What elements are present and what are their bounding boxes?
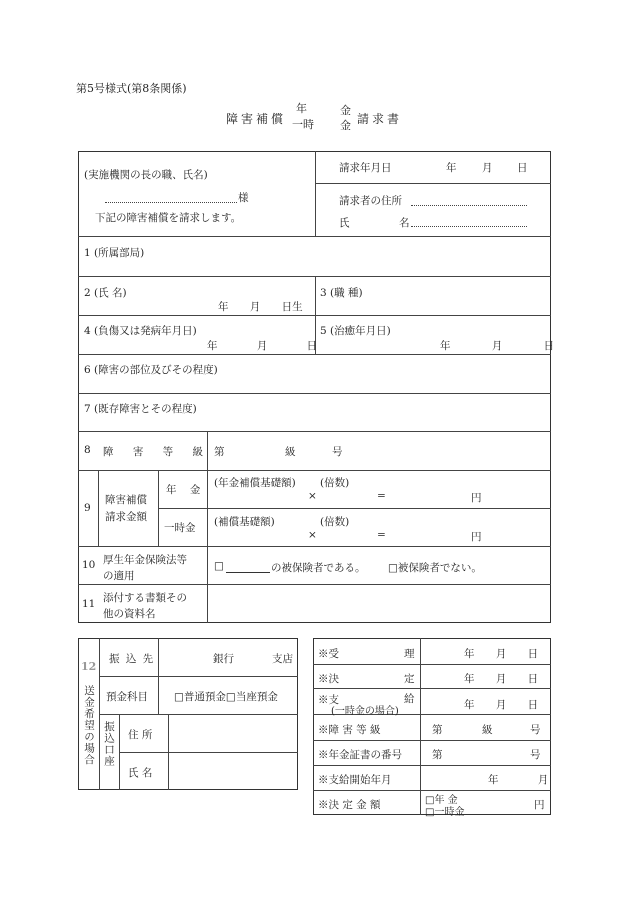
request-month: 月	[482, 162, 493, 174]
bank-label: 銀行	[213, 653, 234, 665]
row10-check-2[interactable]: □被保険者でない。	[388, 562, 482, 574]
row10-text-1: の被保険者である。	[271, 562, 366, 574]
name-label-1: 氏	[339, 217, 350, 229]
title-kin-2: 金	[340, 119, 351, 132]
office-grade-a: 第	[432, 724, 443, 736]
office-amount-yen: 円	[534, 799, 545, 811]
row11-label-1: 添付する書類その	[103, 592, 187, 604]
title-main: 障害補償	[226, 112, 287, 126]
office-cert-label: ※年金証書の番号	[318, 749, 402, 761]
row9a-times: ×	[308, 490, 317, 502]
office-juri-a: ※受	[318, 648, 339, 660]
row9-label-1: 障害補償	[105, 494, 147, 506]
office-grade-b: 級	[482, 724, 493, 736]
address-line[interactable]	[411, 197, 527, 209]
office-start-value: 年 月	[488, 774, 549, 786]
row6-label: 6 (障害の部位及びその程度)	[84, 364, 218, 376]
office-juri-b: 理	[404, 648, 415, 660]
row9-label-2: 請求金額	[105, 511, 147, 523]
office-shikyu-sub: (一時金の場合)	[331, 706, 399, 717]
row11-label-2: 他の資料名	[103, 608, 156, 620]
office-amount-opt1[interactable]: □年 金	[425, 795, 458, 806]
row2-birth: 年 月 日生	[218, 301, 303, 313]
row10-blank-line[interactable]	[226, 560, 270, 576]
row9-nen-label: 年 金	[166, 484, 201, 496]
address-label: 請求者の住所	[339, 195, 402, 207]
row9b-equals: =	[377, 529, 386, 541]
koza-address-label: 住 所	[128, 729, 153, 741]
furikomi-saki-label: 振 込 先	[109, 653, 154, 665]
row8-value-a: 第	[214, 446, 225, 458]
row8-value-b: 級	[285, 446, 296, 458]
row9a-base: (年金補償基礎額)	[214, 477, 296, 489]
request-year: 年	[446, 162, 457, 174]
koza-name-label: 氏 名	[128, 767, 153, 779]
office-juri-date: 年 月 日	[464, 648, 539, 660]
office-grade-c: 号	[530, 724, 541, 736]
row9a-mult: (倍数)	[320, 477, 350, 489]
row9-ichiji-label: 一時金	[164, 522, 196, 534]
row9b-yen: 円	[471, 531, 482, 543]
row3-label: 3 (職 種)	[320, 287, 363, 299]
yokin-label: 預金科目	[106, 691, 148, 703]
row7-label: 7 (既存障害とその程度)	[84, 403, 197, 415]
row4-label: 4 (負傷又は発病年月日)	[84, 325, 197, 337]
row10-check-1[interactable]: □	[214, 560, 224, 572]
row8-no: 8	[84, 444, 91, 456]
row2-label: 2 (氏 名)	[84, 287, 127, 299]
branch-label: 支店	[272, 653, 293, 665]
office-cert-a: 第	[432, 749, 443, 761]
row10-no: 10	[82, 559, 96, 571]
title-nen: 年	[296, 102, 307, 115]
name-line[interactable]	[411, 218, 527, 230]
office-start-label: ※支給開始年月	[318, 774, 392, 786]
bank-no: 12	[81, 660, 97, 673]
office-kettei-date: 年 月 日	[464, 673, 539, 685]
row11-no: 11	[82, 598, 96, 610]
office-shikyu-b: 給	[404, 693, 415, 705]
name-label-2: 名	[399, 217, 410, 229]
sama-label: 様	[238, 192, 249, 204]
request-text: 下記の障害補償を請求します。	[95, 212, 242, 224]
office-shikyu-date: 年 月 日	[464, 699, 539, 711]
row4-date: 年 月 日	[207, 340, 318, 352]
row1-label: 1 (所属部局)	[84, 247, 145, 259]
office-amount-opt2[interactable]: □一時金	[425, 807, 465, 818]
row5-label: 5 (治癒年月日)	[320, 325, 391, 337]
title-kin-1: 金	[340, 104, 351, 117]
row9a-equals: =	[377, 490, 386, 502]
office-kettei-a: ※決	[318, 673, 339, 685]
office-grade-label: ※障 害 等 級	[318, 724, 381, 736]
request-date-label: 請求年月日	[339, 162, 392, 174]
form-title	[0, 100, 630, 134]
koza-vertical-label: 振込口座	[103, 721, 115, 767]
row10-label-1: 厚生年金保険法等	[103, 554, 187, 566]
row9a-yen: 円	[471, 492, 482, 504]
bank-vertical-label: 送金希望の場合	[83, 685, 95, 766]
row9b-times: ×	[308, 529, 317, 541]
form-number: 第5号様式(第8条関係)	[76, 82, 187, 95]
office-kettei-b: 定	[404, 673, 415, 685]
row9b-base: (補償基礎額)	[214, 516, 275, 528]
office-amount-label: ※決 定 金 額	[318, 799, 381, 811]
title-end: 請求書	[357, 112, 403, 126]
row5-date: 年 月 日	[440, 340, 555, 352]
row8-value-c: 号	[332, 446, 343, 458]
agency-name-line	[105, 192, 237, 202]
agency-label: (実施機関の長の職、氏名)	[84, 169, 208, 181]
row9b-mult: (倍数)	[320, 516, 350, 528]
office-cert-b: 号	[530, 749, 541, 761]
yokin-options[interactable]: □普通預金□当座預金	[174, 691, 278, 703]
request-day: 日	[517, 162, 528, 174]
office-shikyu-a: ※支	[318, 694, 339, 706]
row8-label: 障 害 等 級	[103, 446, 204, 458]
row9-no: 9	[84, 502, 91, 514]
title-ichiji: 一時	[292, 118, 314, 131]
row10-label-2: の適用	[103, 570, 135, 582]
